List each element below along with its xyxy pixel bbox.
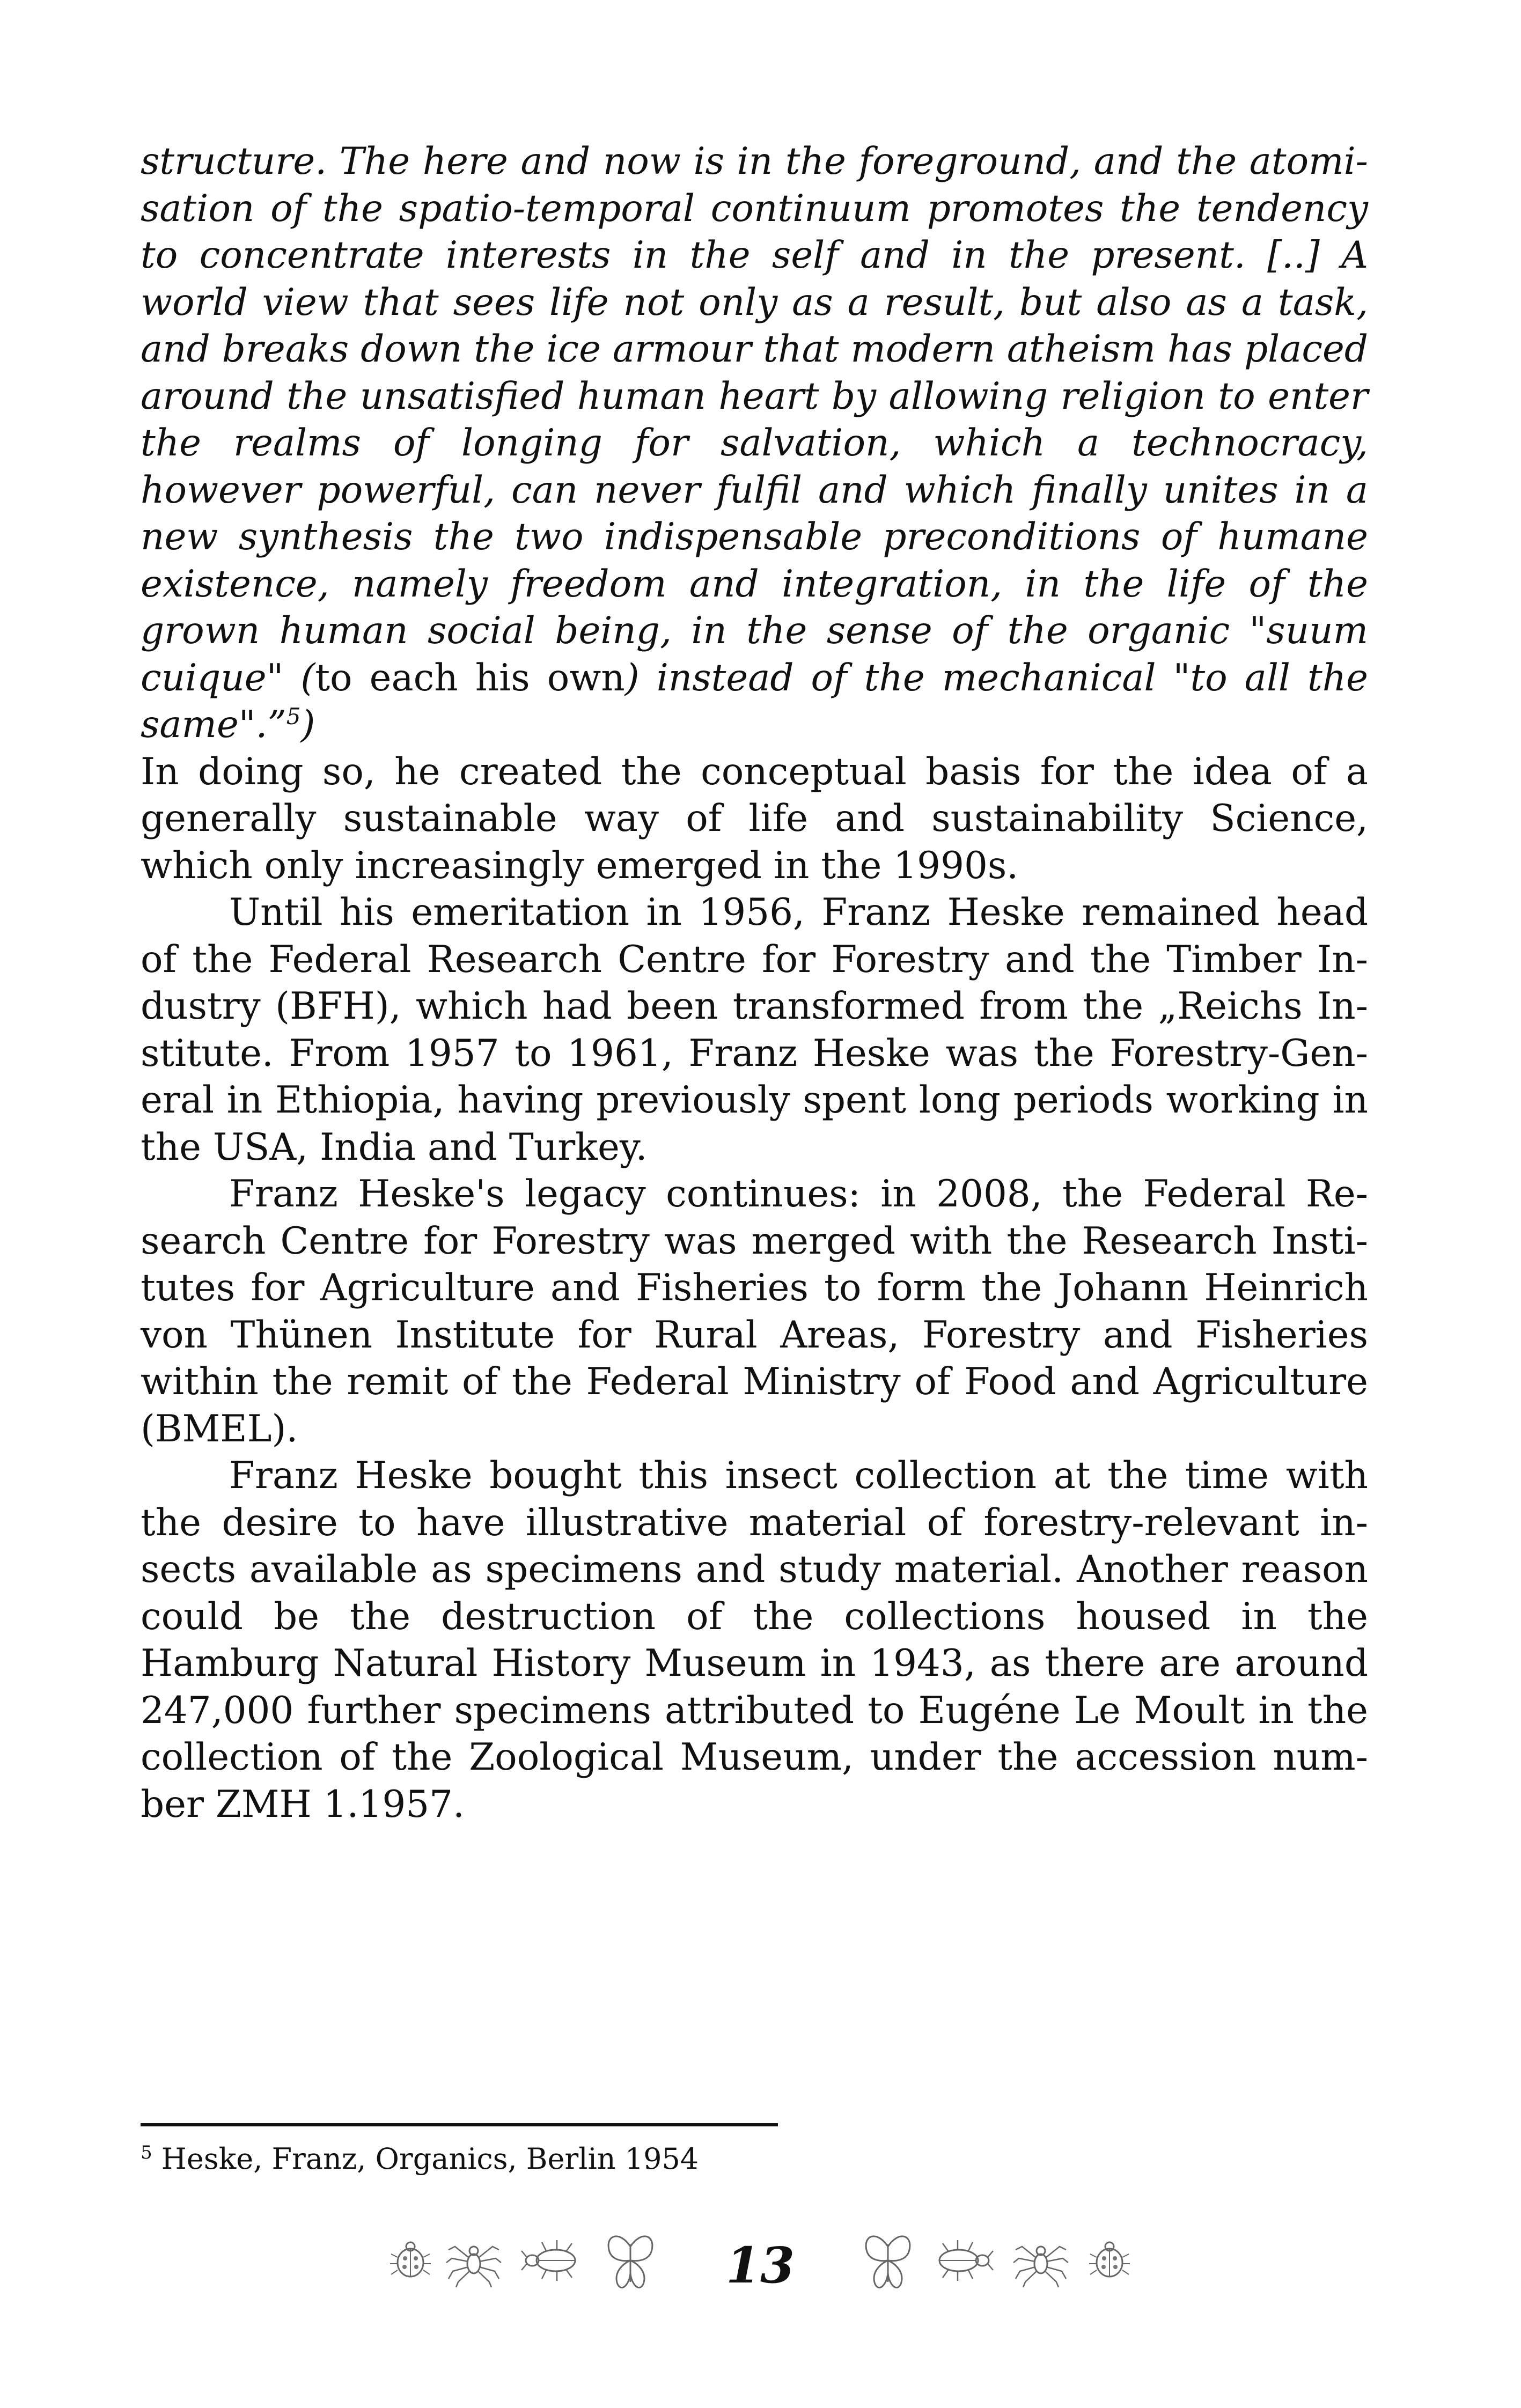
spider-icon (444, 2230, 503, 2289)
footnote-divider (141, 2123, 778, 2126)
ladybug-icon (1088, 2230, 1131, 2289)
block-quote (141, 138, 1368, 749)
footnote-marker: 5 (141, 2142, 152, 2163)
butterfly-icon (861, 2230, 915, 2295)
footnote-reference: 5 (286, 703, 301, 730)
page-footer (0, 2221, 1521, 2317)
beetle-icon (519, 2230, 584, 2289)
paragraph-3: Franz Heske's legacy continues: in 2008, the Federal Research Centre for Forestry was merged with the Research Institutes for Agriculture and Fisheries to form the Johann Heinrich von Thünen Institute for Rural Areas, Forestry and Fisheries within the remit of the Federal Ministry of Food and Agriculture (BMEL). (141, 1173, 1368, 1450)
page-number: 13 (725, 2236, 795, 2294)
spider-icon (1011, 2230, 1070, 2289)
quote-text-before: structure. The here and now is in the foreground, and the atomisation of the spatio-temporal continuum promotes the tendency to concentrate interests in the self and in the present. [..] A world view that sees life not only as a result, but also as a task, and breaks down the ice armour that modern atheism has placed around the unsatisfied human heart by allowing religion to enter the realms of longing for salvation, which a technocracy, however powerful, can never fulfil and which finally unites in a new synthesis the two indispensable preconditions of humane existence, namely freedom and integration, in the life of the grown human social being, in the sense of the organic "suum cuique" ( (141, 140, 1368, 699)
ladybug-icon (389, 2230, 432, 2289)
quote-text-after: ) instead of the mechanical "to all the same".” (141, 656, 1369, 746)
quote-translation: to each his own (315, 656, 625, 699)
paragraph-1: In doing so, he created the conceptual basis for the idea of a generally sustainable way of life and sustainability Science, which only increasingly emerged in the 1990s. (141, 750, 1368, 887)
quote-closing: ) (300, 703, 315, 746)
paragraph-2: Until his emeritation in 1956, Franz Heske remained head of the Federal Research Centre for Forestry and the Timber Industry (BFH), which had been transformed from the „Reichs Institute. From 1957 to 1961, Franz Heske was the Forestry-General in Ethiopia, having previously spent long periods working in the USA, India and Turkey. (141, 891, 1368, 1169)
footnote (141, 2140, 1368, 2178)
text-block (141, 138, 1368, 1828)
footnote-text: Heske, Franz, Organics, Berlin 1954 (152, 2142, 699, 2176)
beetle-icon (931, 2230, 995, 2289)
paragraph-4: Franz Heske bought this insect collection at the time with the desire to have illustrative material of forestry-relevant insects available as specimens and study material. Another reason could be the destruction of the collections housed in the Hamburg Natural History Museum in 1943, as there are around 247,000 further specimens attributed to Eugéne Le Moult in the collection of the Zoological Museum, under the accession number ZMH 1.1957. (141, 1454, 1368, 1826)
butterfly-icon (604, 2230, 657, 2295)
page-body (141, 138, 1368, 1828)
